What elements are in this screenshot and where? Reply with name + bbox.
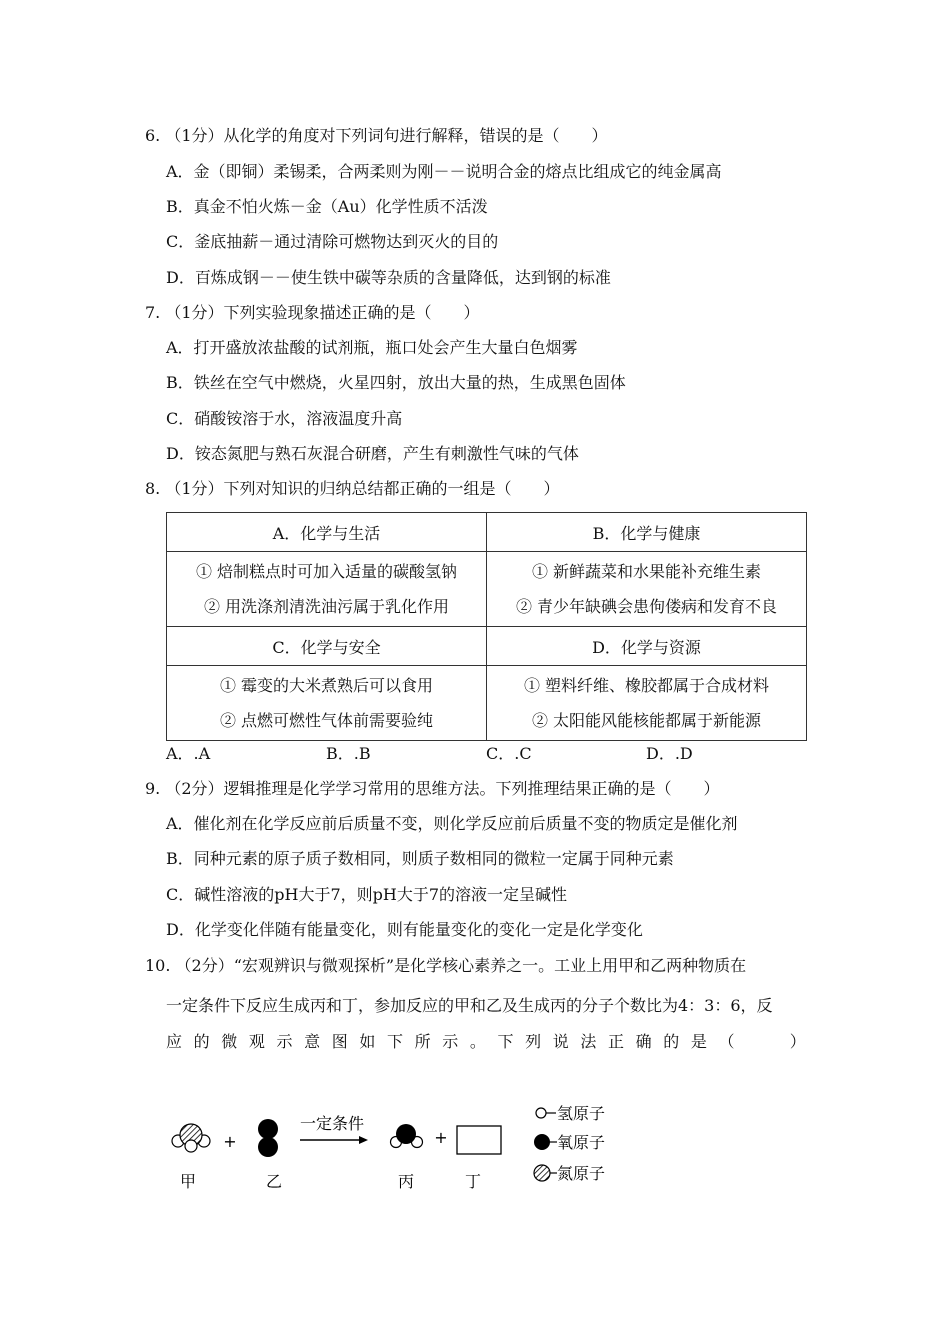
char: 应 xyxy=(166,1032,183,1051)
question-6-option-b: B．真金不怕火炼－金（Au）化学性质不活泼 xyxy=(166,197,488,216)
char: 观 xyxy=(248,1032,265,1051)
question-7-stem: 7. （1分）下列实验现象描述正确的是（ ） xyxy=(145,303,480,322)
hydrogen-legend-icon xyxy=(536,1108,546,1118)
table-item: ① 新鲜蔬菜和水果能补充维生素 xyxy=(531,562,762,581)
hydrogen-atom xyxy=(185,1140,197,1152)
table-item: ② 点燃可燃性气体前需要验纯 xyxy=(219,711,434,730)
oxygen-atom xyxy=(396,1124,416,1144)
table-item: ① 霉变的大米煮熟后可以食用 xyxy=(219,676,434,695)
question-6-option-d: D．百炼成钢－－使生铁中碳等杂质的含量降低，达到钢的标准 xyxy=(166,268,611,287)
char: ） xyxy=(789,1032,806,1051)
question-8-stem: 8. （1分）下列对知识的归纳总结都正确的一组是（ ） xyxy=(145,479,560,498)
molecule-bing xyxy=(391,1124,423,1148)
legend-nitrogen: 氮原子 xyxy=(557,1164,606,1183)
table-head-a: A．化学与生活 xyxy=(167,513,487,552)
char: 确 xyxy=(635,1032,652,1051)
char: 图 xyxy=(331,1032,348,1051)
table-item: ① 焙制糕点时可加入适量的碳酸氢钠 xyxy=(195,562,458,581)
plus-sign: + xyxy=(223,1132,237,1151)
question-9-option-d: D．化学变化伴随有能量变化，则有能量变化的变化一定是化学变化 xyxy=(166,920,643,939)
oxygen-atom xyxy=(258,1119,278,1139)
table-item: ② 太阳能风能核能都属于新能源 xyxy=(531,711,762,730)
table-cell-c xyxy=(167,666,487,741)
knowledge-table xyxy=(166,512,807,741)
legend-hydrogen: 氢原子 xyxy=(557,1104,606,1123)
question-7-option-b: B．铁丝在空气中燃烧，火星四射，放出大量的热，生成黑色固体 xyxy=(166,373,626,392)
table-cell-d xyxy=(487,666,807,741)
question-6-option-a: A．金（即铜）柔锡柔，合两柔则为刚－－说明合金的熔点比组成它的纯金属高 xyxy=(166,162,722,181)
question-8-answer-d: D．.D xyxy=(646,744,693,763)
question-9-option-a: A．催化剂在化学反应前后质量不变，则化学反应前后质量不变的物质定是催化剂 xyxy=(166,814,738,833)
question-6-option-c: C．釜底抽薪－通过清除可燃物达到灭火的目的 xyxy=(166,232,499,251)
nitrogen-legend-icon xyxy=(534,1165,550,1181)
question-7-option-d: D．铵态氮肥与熟石灰混合研磨，产生有刺激性气味的气体 xyxy=(166,444,579,463)
oxygen-atom xyxy=(258,1137,278,1157)
reaction-diagram xyxy=(160,1095,640,1200)
plus-sign: + xyxy=(434,1128,448,1147)
question-6-stem: 6. （1分）从化学的角度对下列词句进行解释，错误的是（ ） xyxy=(145,126,608,145)
question-9-option-b: B．同种元素的原子质子数相同，则质子数相同的微粒一定属于同种元素 xyxy=(166,849,674,868)
char: 如 xyxy=(359,1032,376,1051)
char: 说 xyxy=(552,1032,569,1051)
question-7-option-a: A．打开盛放浓盐酸的试剂瓶，瓶口处会产生大量白色烟雾 xyxy=(166,338,578,357)
product-ding-box xyxy=(457,1126,501,1154)
molecule-yi xyxy=(258,1119,278,1157)
question-10-line-2: 一定条件下反应生成丙和丁，参加反应的甲和乙及生成丙的分子个数比为4：3：6，反 xyxy=(166,996,773,1015)
char: 正 xyxy=(608,1032,625,1051)
char: （ xyxy=(718,1032,735,1051)
table-cell-b xyxy=(487,552,807,627)
char: 所 xyxy=(414,1032,431,1051)
molecule-jia xyxy=(172,1124,210,1152)
char: 示 xyxy=(276,1032,293,1051)
char: 法 xyxy=(580,1032,597,1051)
char: 示 xyxy=(442,1032,459,1051)
char: 是 xyxy=(690,1032,707,1051)
char: 微 xyxy=(221,1032,238,1051)
table-item: ① 塑料纤维、橡胶都属于合成材料 xyxy=(523,676,770,695)
label-ding: 丁 xyxy=(464,1172,482,1191)
legend-oxygen: 氧原子 xyxy=(557,1133,606,1152)
char xyxy=(746,1032,778,1052)
table-item: ② 青少年缺碘会患佝偻病和发育不良 xyxy=(515,597,778,616)
table-item: ② 用洗涤剂清洗油污属于乳化作用 xyxy=(203,597,450,616)
char: 。 xyxy=(469,1032,486,1051)
question-10-line-3 xyxy=(166,1032,806,1052)
label-jia: 甲 xyxy=(179,1172,197,1191)
char: 的 xyxy=(193,1032,210,1051)
question-9-option-c: C．碱性溶液的pH大于7，则pH大于7的溶液一定呈碱性 xyxy=(166,885,567,904)
question-7-option-c: C．硝酸铵溶于水，溶液温度升高 xyxy=(166,409,403,428)
question-8-answer-a: A．.A xyxy=(166,744,211,763)
question-9-stem: 9. （2分）逻辑推理是化学学习常用的思维方法。下列推理结果正确的是（ ） xyxy=(145,779,720,798)
char: 意 xyxy=(304,1032,321,1051)
question-8-answer-c: C．.C xyxy=(486,744,532,763)
char: 下 xyxy=(387,1032,404,1051)
table-head-c: C．化学与安全 xyxy=(167,627,487,666)
char: 下 xyxy=(497,1032,514,1051)
reaction-arrow-icon xyxy=(300,1136,368,1144)
char: 列 xyxy=(525,1032,542,1051)
reaction-condition: 一定条件 xyxy=(299,1114,365,1133)
char: 的 xyxy=(663,1032,680,1051)
label-yi: 乙 xyxy=(265,1172,283,1191)
oxygen-legend-icon xyxy=(534,1134,550,1150)
question-8-answer-b: B．.B xyxy=(326,744,371,763)
table-head-b: B．化学与健康 xyxy=(487,513,807,552)
table-cell-a xyxy=(167,552,487,627)
legend xyxy=(534,1104,605,1183)
table-head-d: D．化学与资源 xyxy=(487,627,807,666)
question-10-line-1: 10. （2分）“宏观辨识与微观探析”是化学核心素养之一。工业上用甲和乙两种物质在 xyxy=(145,956,747,975)
label-bing: 丙 xyxy=(397,1172,415,1191)
